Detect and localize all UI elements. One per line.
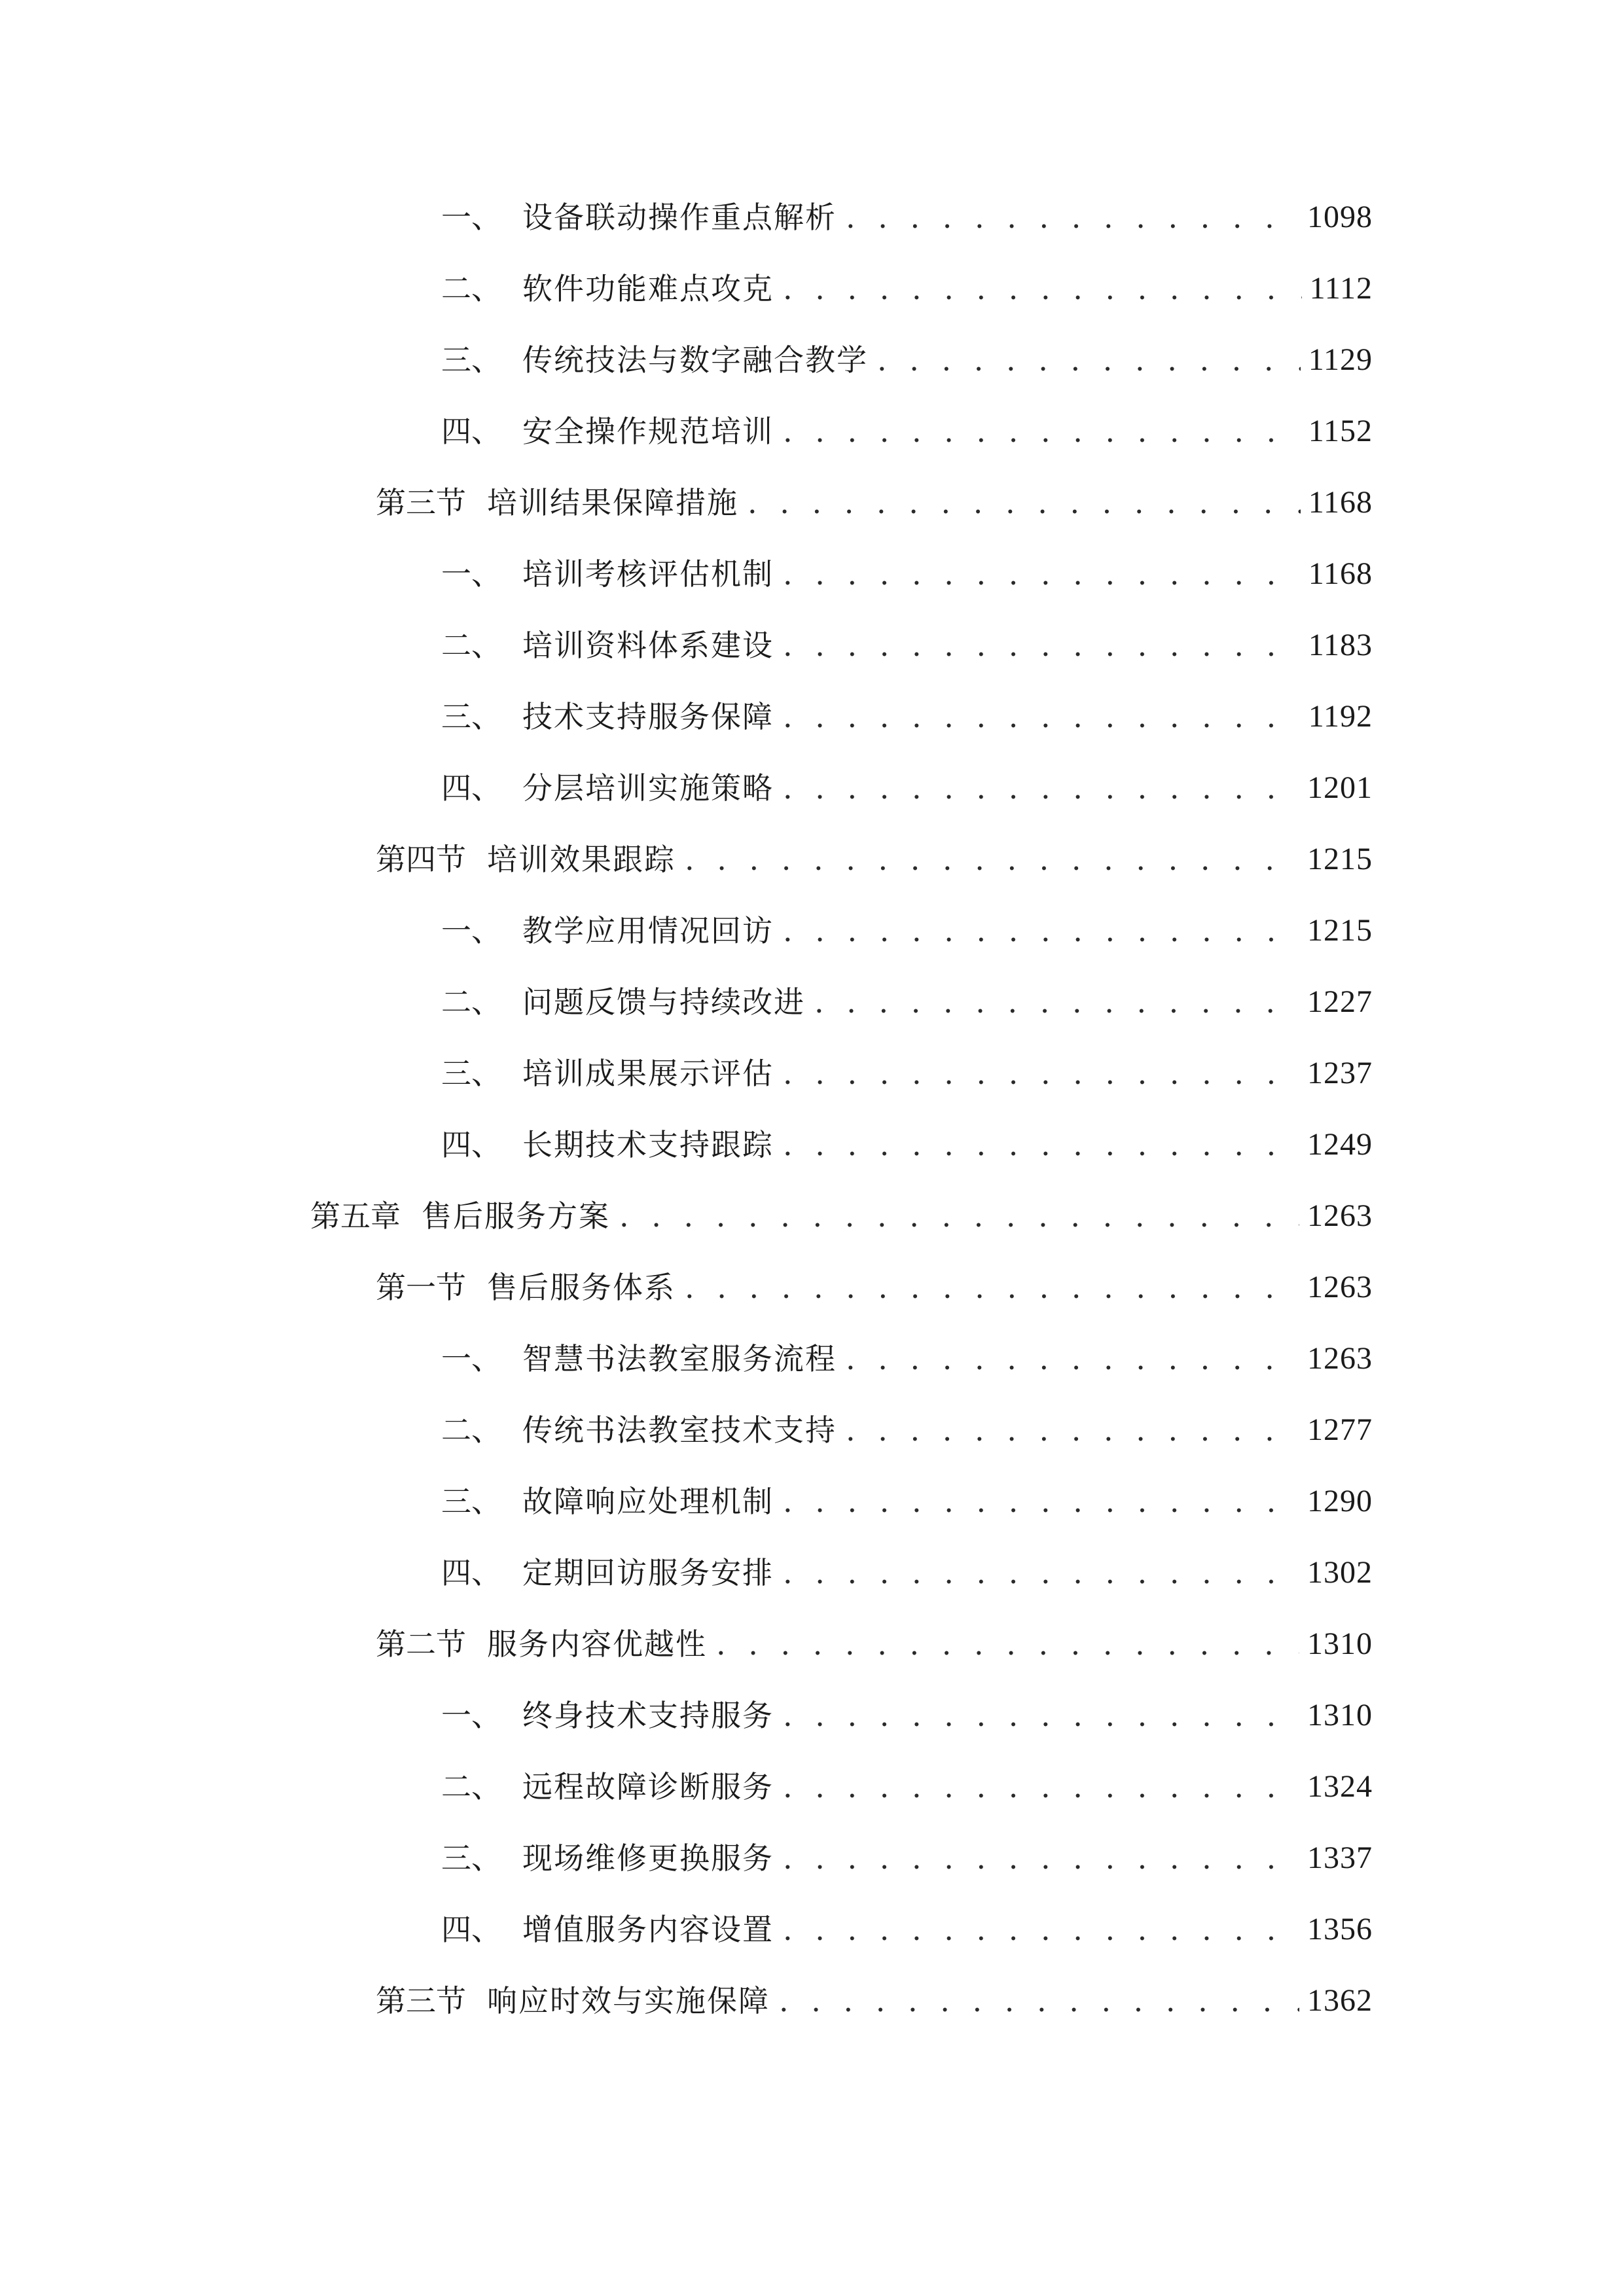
dot-leader — [783, 762, 1299, 814]
toc-entry[interactable] — [441, 1547, 1373, 1599]
entry-number: 一、 — [441, 1698, 501, 1733]
toc-entry[interactable] — [441, 191, 1373, 243]
dot-leader — [685, 833, 1299, 886]
toc-entry[interactable] — [441, 976, 1373, 1028]
dot-leader — [783, 1119, 1299, 1171]
toc-chapter-entry[interactable] — [310, 1190, 1373, 1242]
toc-entry[interactable] — [441, 1333, 1373, 1385]
toc-entry[interactable] — [441, 905, 1373, 957]
section-title: 响应时效与实施保障 — [487, 1983, 770, 2018]
entry-title: 终身技术支持服务 — [522, 1698, 774, 1733]
entry-page-number: 1129 — [1308, 342, 1373, 377]
entry-number: 四、 — [441, 770, 501, 806]
entry-page-number: 1310 — [1307, 1698, 1373, 1732]
toc-section-entry[interactable] — [376, 1261, 1373, 1314]
chapter-title: 售后服务方案 — [422, 1198, 610, 1234]
entry-title: 智慧书法教室服务流程 — [522, 1341, 837, 1376]
dot-leader — [814, 976, 1299, 1028]
dot-leader — [783, 1047, 1299, 1100]
entry-number: 三、 — [441, 1056, 501, 1091]
entry-number: 三、 — [441, 1484, 501, 1519]
entry-number: 四、 — [441, 1127, 501, 1162]
entry-page-number: 1168 — [1308, 556, 1373, 591]
toc-section-entry[interactable] — [376, 1975, 1373, 2027]
dot-leader — [716, 1618, 1299, 1670]
entry-page-number: 1362 — [1307, 1983, 1373, 2018]
toc-section-entry[interactable] — [376, 1618, 1373, 1670]
dot-leader — [779, 1975, 1299, 2027]
entry-title: 分层培训实施策略 — [522, 770, 774, 806]
entry-page-number: 1152 — [1308, 414, 1373, 448]
entry-page-number: 1302 — [1307, 1555, 1373, 1590]
entry-number: 一、 — [441, 200, 501, 235]
toc-entry[interactable] — [441, 1832, 1373, 1884]
dot-leader — [619, 1190, 1299, 1242]
entry-page-number: 1263 — [1307, 1198, 1373, 1233]
dot-leader — [783, 405, 1301, 457]
entry-page-number: 1215 — [1307, 842, 1373, 876]
entry-number: 二、 — [441, 1412, 501, 1448]
entry-page-number: 1290 — [1307, 1484, 1373, 1518]
entry-page-number: 1192 — [1308, 699, 1373, 734]
entry-page-number: 1324 — [1307, 1769, 1373, 1804]
dot-leader — [783, 619, 1301, 672]
entry-number: 三、 — [441, 1840, 501, 1876]
entry-page-number: 1277 — [1307, 1412, 1373, 1447]
section-title: 售后服务体系 — [487, 1270, 676, 1305]
entry-number: 一、 — [441, 913, 501, 948]
toc-entry[interactable] — [441, 619, 1373, 672]
dot-leader — [685, 1261, 1299, 1314]
entry-title: 安全操作规范培训 — [522, 414, 774, 449]
dot-leader — [783, 905, 1299, 957]
dot-leader — [783, 691, 1301, 743]
entry-page-number: 1183 — [1308, 628, 1373, 662]
toc-entry[interactable] — [441, 762, 1373, 814]
entry-page-number: 1168 — [1308, 485, 1373, 520]
entry-number: 一、 — [441, 1341, 501, 1376]
entry-number: 一、 — [441, 556, 501, 592]
entry-title: 问题反馈与持续改进 — [522, 984, 805, 1020]
entry-page-number: 1215 — [1307, 913, 1373, 948]
section-title: 服务内容优越性 — [487, 1626, 707, 1662]
entry-number: 三、 — [441, 342, 501, 378]
entry-number: 二、 — [441, 984, 501, 1020]
section-number: 第三节 — [376, 1983, 466, 2018]
dot-leader — [846, 1404, 1299, 1456]
entry-title: 定期回访服务安排 — [522, 1555, 774, 1590]
dot-leader — [783, 262, 1302, 315]
entry-title: 设备联动操作重点解析 — [522, 200, 837, 235]
section-number: 第三节 — [376, 485, 466, 520]
entry-page-number: 1098 — [1307, 200, 1373, 234]
dot-leader — [783, 1475, 1299, 1528]
chapter-number: 第五章 — [310, 1198, 401, 1234]
entry-title: 增值服务内容设置 — [522, 1912, 774, 1947]
entry-number: 三、 — [441, 699, 501, 734]
entry-page-number: 1237 — [1307, 1056, 1373, 1090]
entry-title: 教学应用情况回访 — [522, 913, 774, 948]
entry-number: 二、 — [441, 271, 501, 306]
entry-page-number: 1227 — [1307, 984, 1373, 1019]
entry-page-number: 1337 — [1307, 1840, 1373, 1875]
dot-leader — [783, 1903, 1299, 1956]
dot-leader — [877, 334, 1301, 386]
entry-page-number: 1249 — [1307, 1127, 1373, 1162]
entry-title: 培训考核评估机制 — [522, 556, 774, 592]
toc-entry[interactable] — [441, 1689, 1373, 1742]
entry-title: 技术支持服务保障 — [522, 699, 774, 734]
toc-entry[interactable] — [441, 1404, 1373, 1456]
dot-leader — [783, 1689, 1299, 1742]
section-number: 第一节 — [376, 1270, 466, 1305]
toc-section-entry[interactable] — [376, 833, 1373, 886]
entry-title: 故障响应处理机制 — [522, 1484, 774, 1519]
toc-entry[interactable] — [441, 1761, 1373, 1813]
toc-entry[interactable] — [441, 262, 1373, 315]
toc-entry[interactable] — [441, 691, 1373, 743]
section-number: 第二节 — [376, 1626, 466, 1662]
entry-title: 培训资料体系建设 — [522, 628, 774, 663]
section-number: 第四节 — [376, 842, 466, 877]
section-title: 培训结果保障措施 — [487, 485, 738, 520]
entry-page-number: 1356 — [1307, 1912, 1373, 1946]
entry-title: 传统技法与数字融合教学 — [522, 342, 868, 378]
toc-entry[interactable] — [441, 1903, 1373, 1956]
entry-title: 软件功能难点攻克 — [522, 271, 774, 306]
toc-entry[interactable] — [441, 548, 1373, 600]
entry-title: 长期技术支持跟踪 — [522, 1127, 774, 1162]
dot-leader — [783, 1547, 1299, 1599]
entry-page-number: 1263 — [1307, 1270, 1373, 1304]
entry-page-number: 1263 — [1307, 1341, 1373, 1376]
toc-entry[interactable] — [441, 1119, 1373, 1171]
dot-leader — [846, 1333, 1299, 1385]
entry-title: 传统书法教室技术支持 — [522, 1412, 837, 1448]
dot-leader — [748, 476, 1301, 529]
entry-title: 培训成果展示评估 — [522, 1056, 774, 1091]
toc-entry[interactable] — [441, 405, 1373, 457]
entry-page-number: 1201 — [1307, 770, 1373, 805]
dot-leader — [846, 191, 1299, 243]
dot-leader — [783, 1832, 1299, 1884]
toc-entry[interactable] — [441, 1475, 1373, 1528]
dot-leader — [783, 548, 1301, 600]
dot-leader — [783, 1761, 1299, 1813]
entry-title: 现场维修更换服务 — [522, 1840, 774, 1876]
toc-entry[interactable] — [441, 334, 1373, 386]
toc-entry[interactable] — [441, 1047, 1373, 1100]
entry-page-number: 1310 — [1307, 1626, 1373, 1661]
toc-section-entry[interactable] — [376, 476, 1373, 529]
entry-number: 四、 — [441, 1912, 501, 1947]
entry-page-number: 1112 — [1309, 271, 1373, 306]
entry-number: 四、 — [441, 1555, 501, 1590]
section-title: 培训效果跟踪 — [487, 842, 676, 877]
entry-number: 二、 — [441, 628, 501, 663]
entry-number: 四、 — [441, 414, 501, 449]
entry-title: 远程故障诊断服务 — [522, 1769, 774, 1804]
entry-number: 二、 — [441, 1769, 501, 1804]
